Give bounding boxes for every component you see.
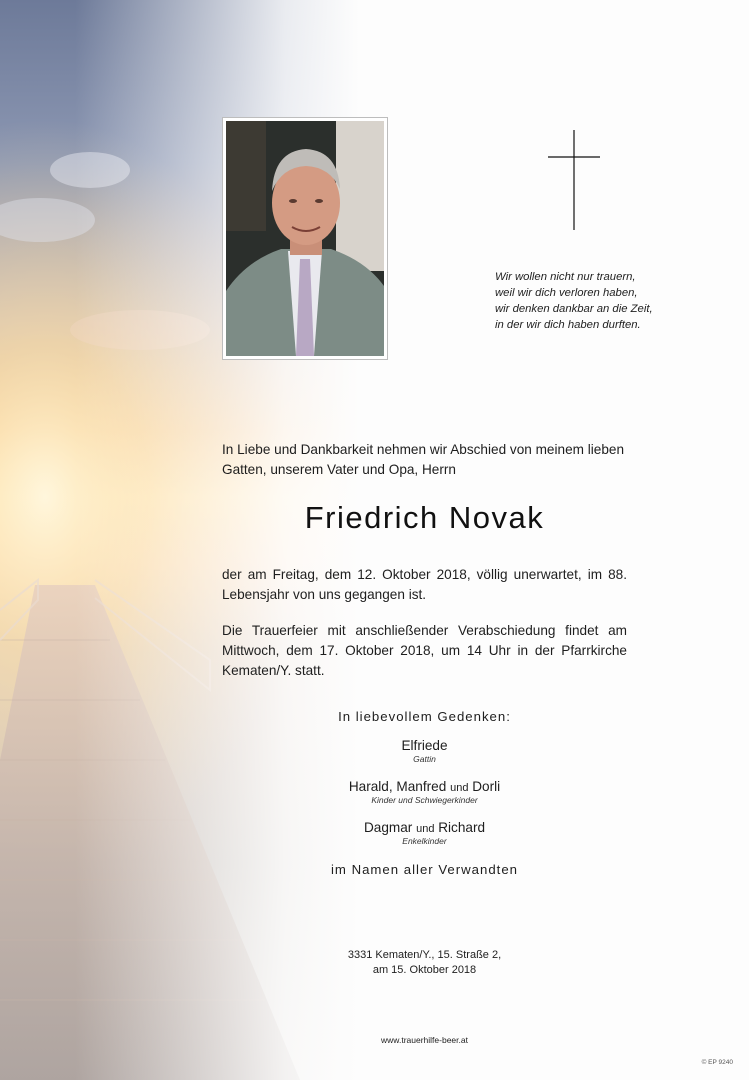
intro-line: In Liebe und Dankbarkeit nehmen wir Abschied von meinem lieben: [222, 442, 625, 457]
poem-line: Wir wollen nicht nur trauern,: [495, 271, 636, 283]
mourner-name: Harald, Manfred: [348, 779, 447, 794]
mourner-name: Elfriede: [401, 738, 448, 753]
poem: [495, 269, 695, 333]
address-date: am 15. Oktober 2018: [372, 964, 477, 976]
intro-line: Gatten, unserem Vater und Opa, Herrn: [222, 462, 456, 477]
poem-line: weil wir dich verloren haben,: [495, 287, 638, 299]
cross-icon: [548, 130, 600, 230]
mourner-name: Richard: [438, 820, 486, 835]
on-behalf-text: im Namen aller Verwandten: [331, 862, 518, 877]
poem-line: in der wir dich haben durften.: [495, 319, 641, 331]
ceremony-text: Die Trauerfeier mit anschließender Verabschiedung findet am Mittwoch, dem 17. Oktober 2018, um 14 Uhr in der Pfarrkirche Kematen/Y. statt.: [222, 623, 627, 678]
address-block: [222, 948, 627, 978]
mourner-group: [222, 820, 627, 846]
mourner-name: Dagmar: [363, 820, 413, 835]
website-link[interactable]: www.trauerhilfe-beer.at: [381, 1035, 468, 1045]
poem-line: wir denken dankbar an die Zeit,: [495, 303, 653, 315]
mourner-role: Enkelkinder: [402, 836, 447, 846]
intro-text: [222, 440, 627, 480]
mourner-role: Gattin: [413, 754, 436, 764]
portrait-image: [226, 121, 384, 356]
deceased-name: Friedrich Novak: [304, 500, 545, 535]
memory-heading: In liebevollem Gedenken:: [338, 709, 511, 724]
death-notice-text: der am Freitag, dem 12. Oktober 2018, völlig unerwartet, im 88. Lebensjahr von uns gegangen ist.: [222, 567, 627, 602]
mourner-group: [222, 779, 627, 805]
mourner-name: Dorli: [472, 779, 501, 794]
mourner-connector: und: [450, 782, 469, 794]
mourner-role: Kinder und Schwiegerkinder: [371, 795, 478, 805]
print-code: © EP 9240: [701, 1059, 733, 1066]
mourner-group: [222, 738, 627, 764]
address-line: 3331 Kematen/Y., 15. Straße 2,: [347, 949, 502, 961]
portrait-photo: [222, 117, 388, 360]
mourner-connector: und: [416, 823, 435, 835]
